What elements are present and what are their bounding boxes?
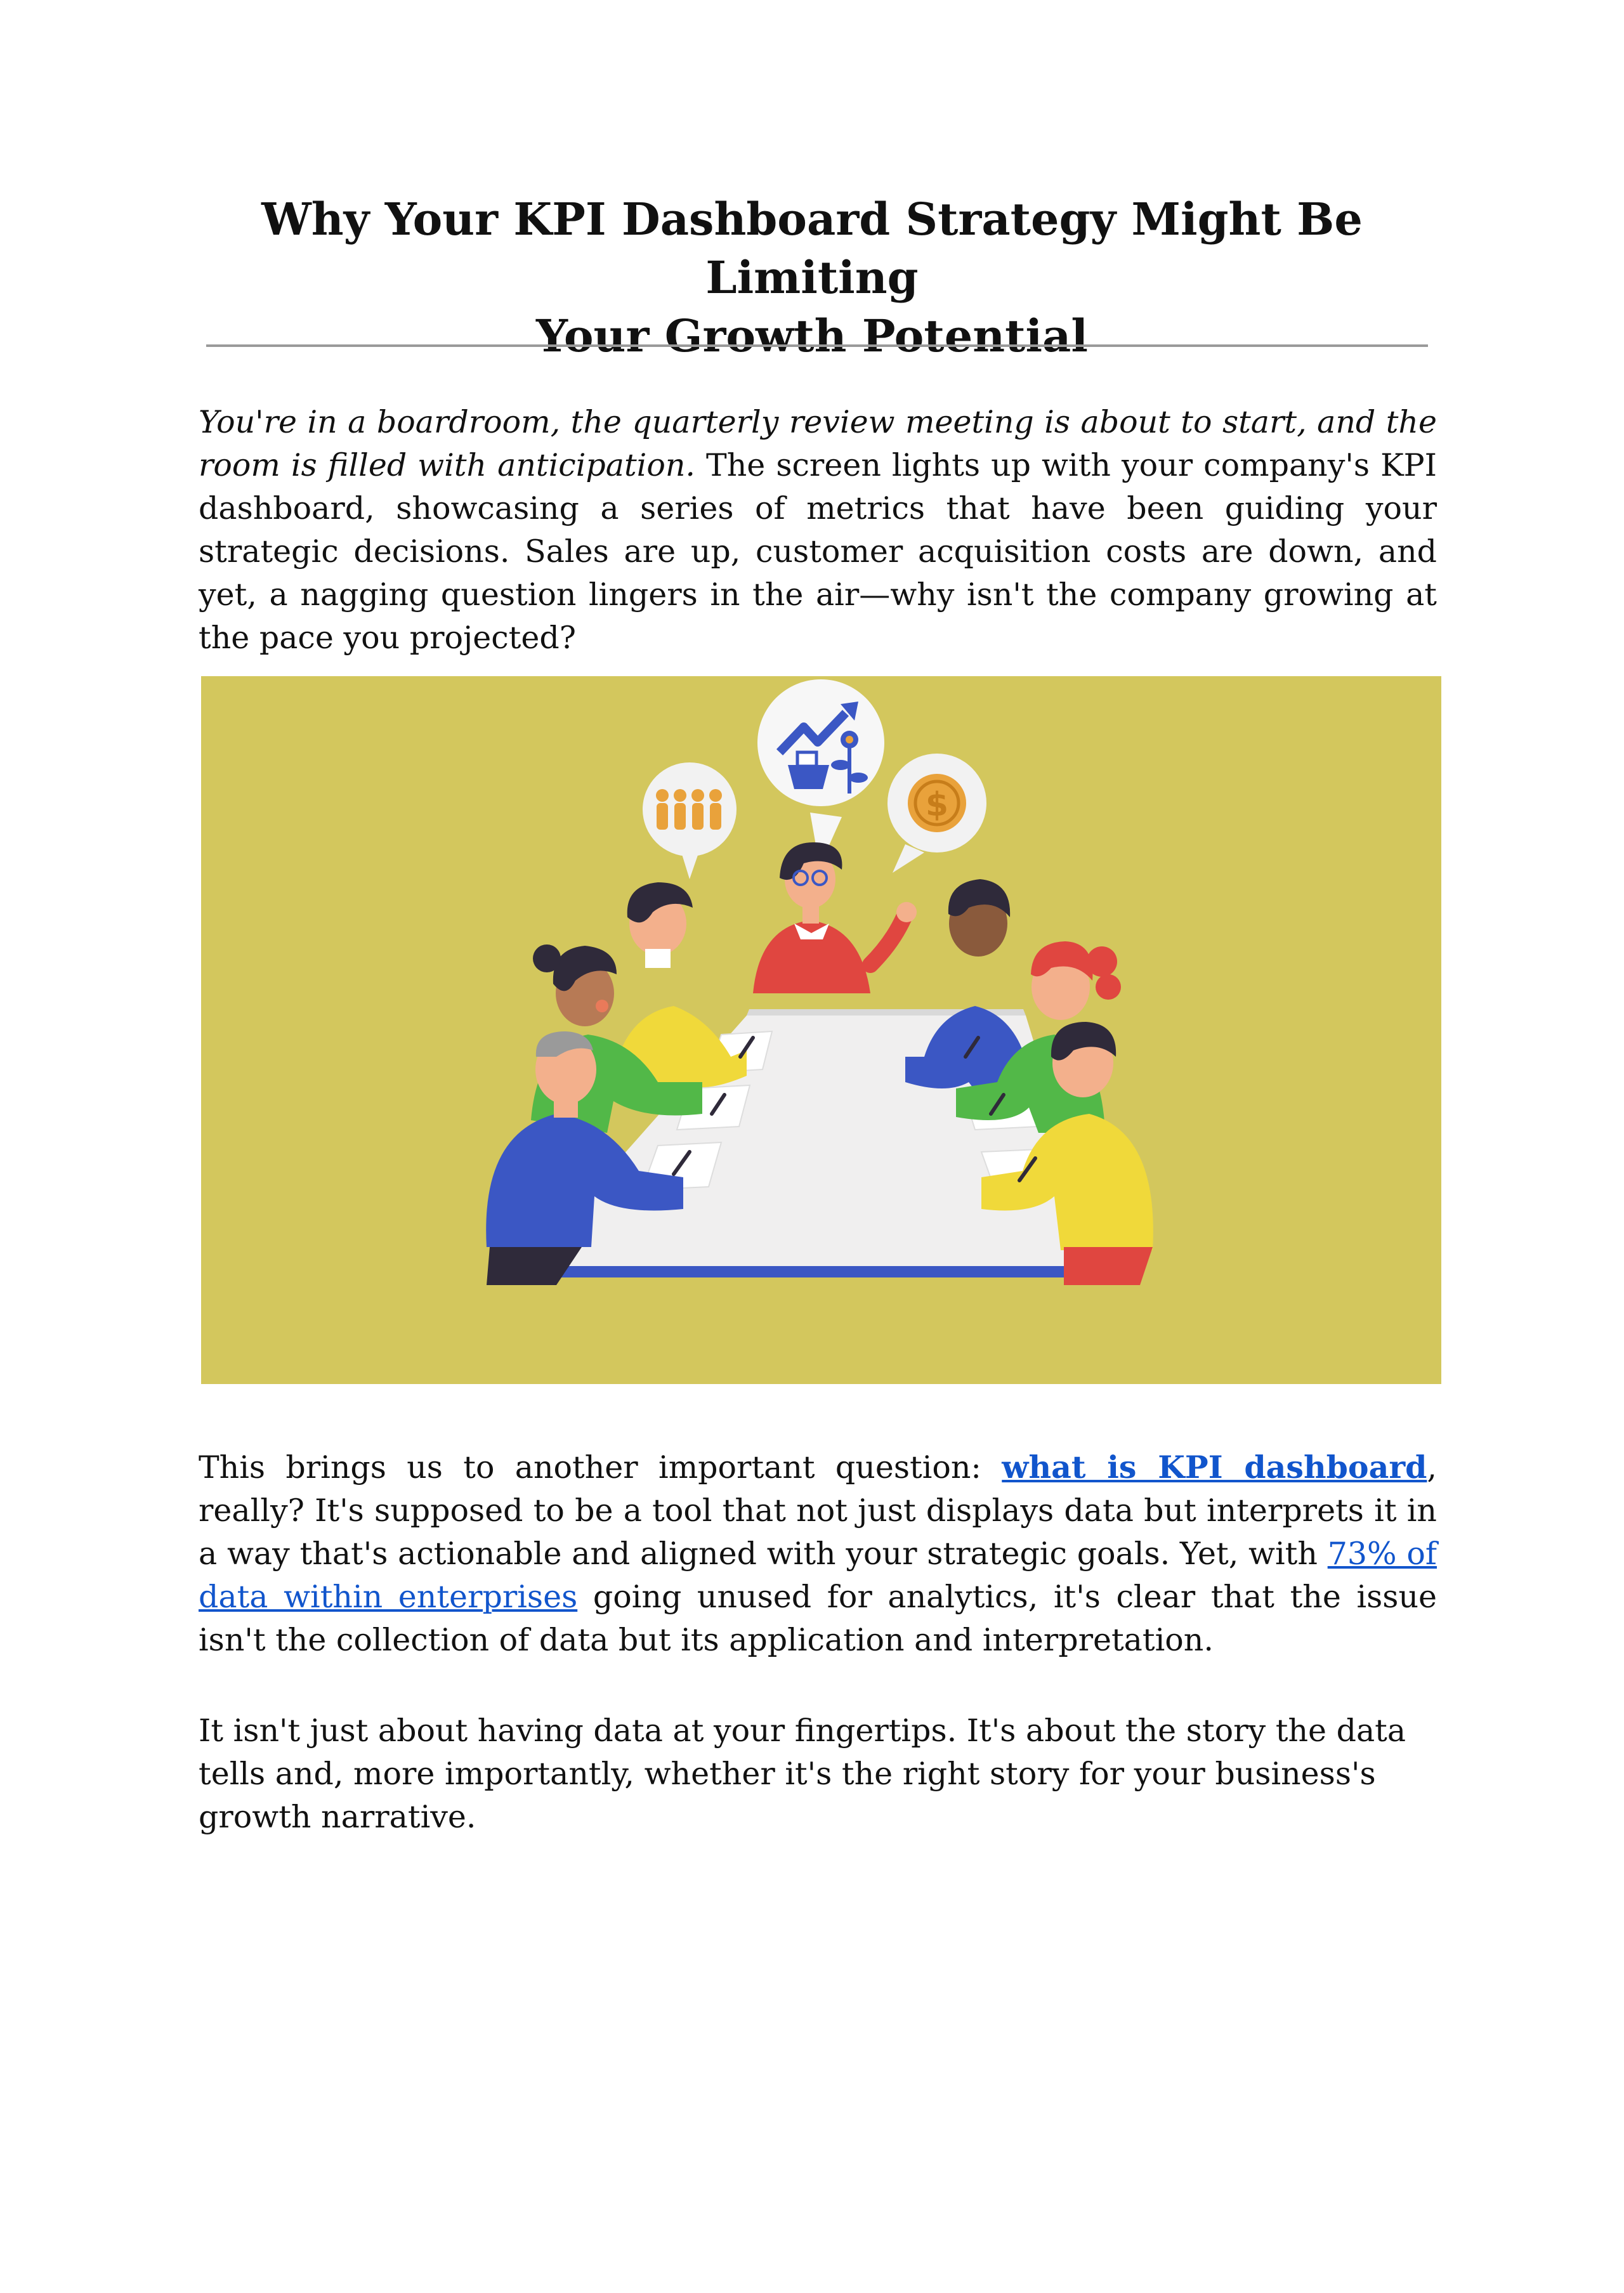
coin-symbol: $ <box>925 786 949 824</box>
intro-text: The screen lights up with your company's KPI dashboard, showcasing a series of metrics that have been guiding your strategic decisions. Sales are up, customer acquisition costs are down, and yet, a nagging question lingers in the air—why isn't the company growing at the pace you projected? <box>199 447 1437 656</box>
growth-bubble <box>757 679 884 866</box>
intro-italic-text: You're in a boardroom, the quarterly review meeting is about to start, and the room is filled with anticipation. <box>199 404 1437 483</box>
data-story-paragraph: It isn't just about having data at your fingertips. It's about the story the data tells and, more importantly, whether it's the right story for your business's growth narrative. <box>199 1713 1406 1835</box>
kpi-text-middle: , really? It's supposed to be a tool that not just displays data but interprets it in a way that's actionable and aligned with your strategic goals. Yet, with <box>199 1449 1437 1572</box>
kpi-text-end: going unused for analytics, it's clear that the issue isn't the collection of data but its application and interpretation. <box>199 1579 1437 1658</box>
kpi-text-start: This brings us to another important question: <box>199 1449 1002 1486</box>
people-bubble <box>643 762 737 879</box>
kpi-question-paragraph <box>199 1446 1437 1662</box>
data-unused-stat-link[interactable]: 73% of data within enterprises <box>199 1536 1437 1615</box>
title-divider <box>206 344 1428 347</box>
money-bubble <box>887 754 986 873</box>
title-line-1: Why Your KPI Dashboard Strategy Might Be Limiting <box>261 193 1363 304</box>
article-title <box>190 190 1434 365</box>
presenter-figure <box>753 842 917 993</box>
intro-paragraph <box>199 401 1437 660</box>
what-is-kpi-dashboard-link[interactable]: what is KPI dashboard <box>1002 1449 1427 1486</box>
meeting-illustration <box>201 676 1441 1384</box>
title-line-2: Your Growth Potential <box>535 310 1088 362</box>
coin-icon <box>908 774 966 832</box>
